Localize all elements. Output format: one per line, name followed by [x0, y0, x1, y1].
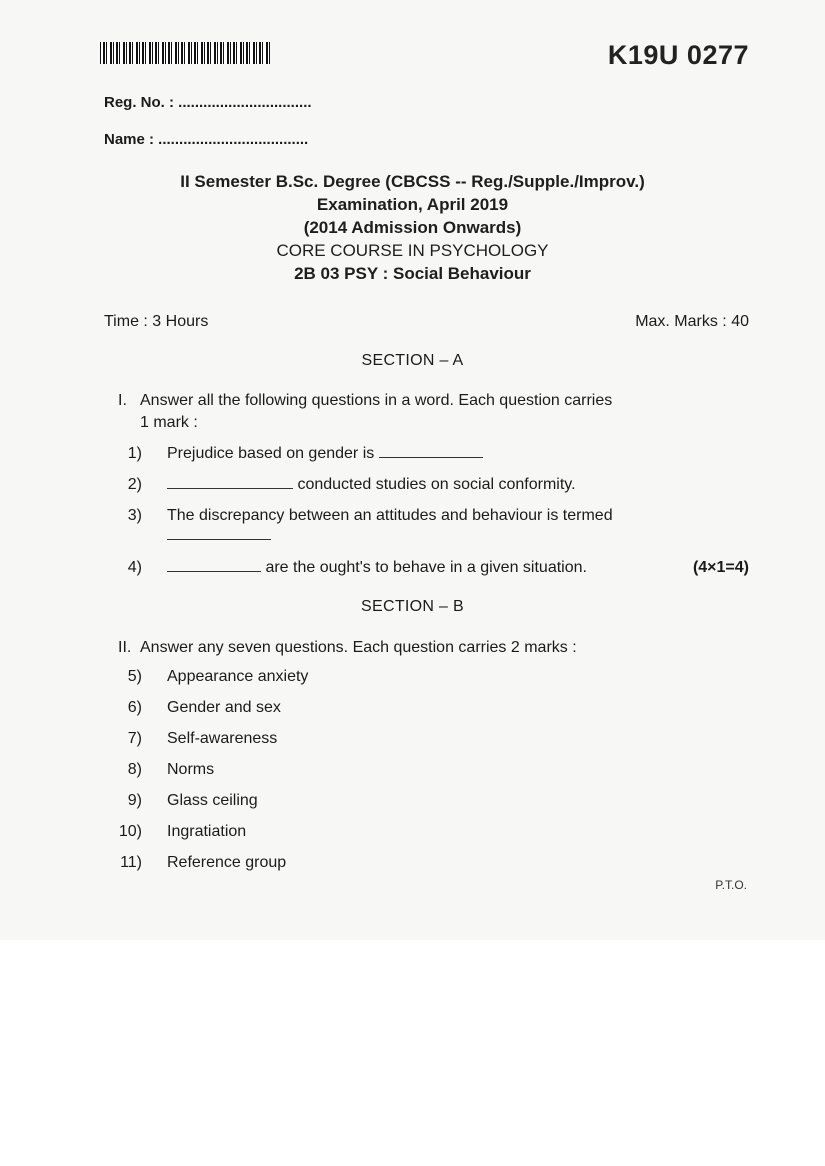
question-text: Reference group [167, 854, 287, 871]
question-number: 4) [127, 559, 142, 576]
question-text: are the ought's to behave in a given situation. [265, 559, 587, 576]
course-title: CORE COURSE IN PSYCHOLOGY [276, 241, 549, 260]
answer-blank [379, 457, 483, 458]
question-number: 9) [127, 792, 142, 809]
section-a-roman: I. [118, 392, 127, 409]
question-text: Self-awareness [167, 730, 278, 747]
question-text: Ingratiation [167, 823, 247, 840]
section-b-roman: II. [118, 639, 132, 656]
barcode [100, 42, 270, 64]
exam-title: II Semester B.Sc. Degree (CBCSS -- Reg./Supple./Improv.) [180, 172, 645, 191]
exam-time: Time : 3 Hours [104, 313, 209, 330]
question-number: 7) [127, 730, 142, 747]
answer-blank [167, 571, 261, 572]
section-b-instruction-text: Answer any seven questions. Each question carries 2 marks : [140, 639, 577, 656]
question-number: 11) [120, 854, 142, 871]
max-marks: Max. Marks : 40 [635, 313, 749, 330]
question-text: Norms [167, 761, 215, 778]
section-a-instruction-line1: Answer all the following questions in a word. Each question carries [140, 392, 613, 409]
question-text: Glass ceiling [167, 792, 258, 809]
question-number: 8) [127, 761, 142, 778]
section-b-title: SECTION – B [361, 598, 464, 615]
question-text: Prejudice based on gender is [167, 445, 375, 462]
question-number: 2) [127, 476, 142, 493]
question-number: 5) [127, 668, 142, 685]
question-number: 3) [127, 507, 142, 524]
section-a-instruction-line2: 1 mark : [140, 414, 198, 431]
answer-blank [167, 538, 271, 540]
question-number: 1) [127, 445, 142, 462]
paper-title: 2B 03 PSY : Social Behaviour [294, 264, 531, 283]
admission-note: (2014 Admission Onwards) [303, 218, 522, 237]
answer-blank [167, 488, 293, 489]
question-number: 6) [127, 699, 142, 716]
section-a-title: SECTION – A [361, 352, 464, 369]
name-field: Name : .................................... [104, 131, 309, 148]
question-text: The discrepancy between an attitudes and behaviour is termed [167, 507, 613, 524]
paper-code: K19U 0277 [607, 40, 749, 70]
section-a-instruction [118, 390, 718, 434]
question-text: conducted studies on social conformity. [297, 476, 576, 493]
reg-no-field: Reg. No. : ................................ [104, 94, 312, 111]
section-a-score: (4×1=4) [692, 559, 749, 576]
pto-note: P.T.O. [715, 878, 747, 892]
section-b-instruction [118, 637, 718, 659]
question-number: 10) [118, 823, 142, 840]
question-text: Appearance anxiety [167, 668, 309, 685]
question-text: Gender and sex [167, 699, 281, 716]
exam-session: Examination, April 2019 [316, 195, 509, 214]
